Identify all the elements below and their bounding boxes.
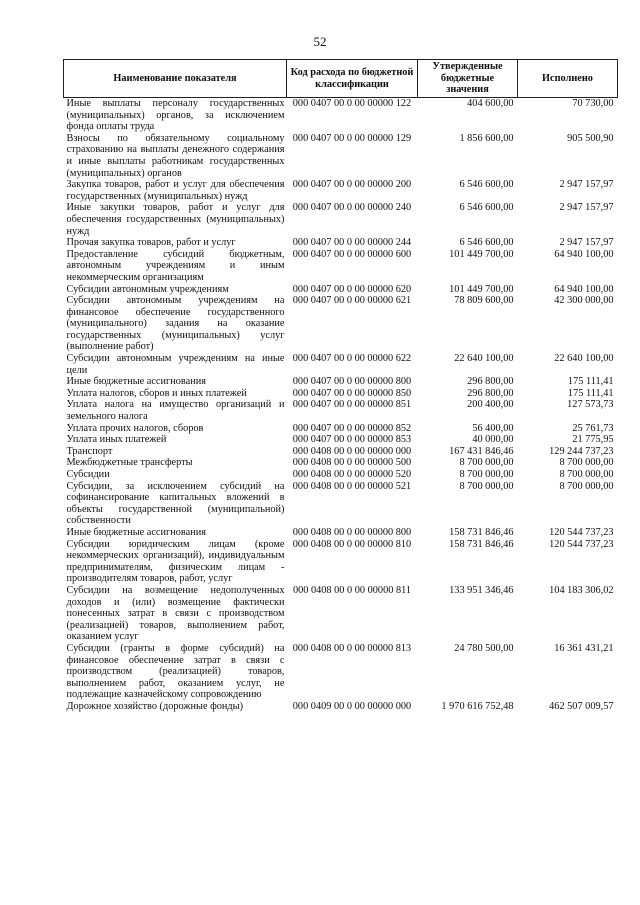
row-indicator-name: Субсидии на возмещение недополученных доходов и (или) возмещение фактически понесенных затрат в связи с производством (реализацией) товаров, выполнением работ, оказанием услуг bbox=[66, 584, 285, 643]
row-expense-code: 000 0408 00 0 00 00000 811 bbox=[292, 584, 412, 596]
table-row bbox=[64, 446, 618, 458]
row-approved-value: 22 640 100,00 bbox=[454, 353, 514, 365]
row-executed-value: 120 544 737,23 bbox=[549, 538, 614, 550]
row-executed-value: 120 544 737,23 bbox=[549, 526, 614, 538]
row-executed-value: 2 947 157,97 bbox=[559, 237, 614, 249]
row-executed-value: 16 361 431,21 bbox=[554, 642, 614, 654]
row-indicator-name: Уплата прочих налогов, сборов bbox=[66, 422, 204, 434]
row-approved-value: 101 449 700,00 bbox=[449, 283, 514, 295]
row-indicator-name: Иные бюджетные ассигнования bbox=[66, 376, 206, 388]
table-row bbox=[64, 457, 618, 469]
row-indicator-name: Предоставление субсидий бюджетным, автономным учреждениям и иным некоммерческим организациям bbox=[66, 248, 285, 283]
table-row bbox=[64, 179, 618, 202]
row-expense-code: 000 0408 00 0 00 00000 813 bbox=[292, 642, 412, 654]
table-row bbox=[64, 237, 618, 249]
row-expense-code: 000 0409 00 0 00 00000 000 bbox=[292, 700, 412, 712]
row-approved-value: 78 809 600,00 bbox=[454, 295, 514, 307]
row-expense-code: 000 0407 00 0 00 00000 850 bbox=[292, 387, 412, 399]
table-body bbox=[64, 98, 618, 713]
row-executed-value: 21 775,95 bbox=[572, 434, 614, 446]
table-row bbox=[64, 353, 618, 376]
row-expense-code: 000 0407 00 0 00 00000 129 bbox=[292, 132, 412, 144]
table-row bbox=[64, 295, 618, 353]
row-executed-value: 127 573,73 bbox=[567, 399, 614, 411]
row-expense-code: 000 0407 00 0 00 00000 621 bbox=[292, 295, 412, 307]
row-expense-code: 000 0407 00 0 00 00000 240 bbox=[292, 202, 412, 214]
table-row bbox=[64, 133, 618, 179]
row-approved-value: 404 600,00 bbox=[467, 98, 514, 109]
row-indicator-name: Субсидии автономным учреждениям на финансовое обеспечение государственного (муниципального) задания на оказание государственных (муниципальных) услуг (выполнение работ) bbox=[66, 295, 285, 353]
row-expense-code: 000 0407 00 0 00 00000 122 bbox=[292, 98, 412, 109]
row-expense-code: 000 0407 00 0 00 00000 600 bbox=[292, 248, 412, 260]
row-executed-value: 64 940 100,00 bbox=[554, 248, 614, 260]
table-row bbox=[64, 399, 618, 422]
row-expense-code: 000 0408 00 0 00 00000 000 bbox=[292, 445, 412, 457]
row-expense-code: 000 0407 00 0 00 00000 244 bbox=[292, 237, 412, 249]
table-row bbox=[64, 388, 618, 400]
row-indicator-name: Дорожное хозяйство (дорожные фонды) bbox=[66, 700, 244, 712]
row-executed-value: 70 730,00 bbox=[572, 98, 614, 109]
table-row bbox=[64, 539, 618, 585]
row-executed-value: 64 940 100,00 bbox=[554, 283, 614, 295]
row-executed-value: 42 300 000,00 bbox=[554, 295, 614, 307]
page-number: 52 bbox=[313, 34, 327, 49]
header-indicator-name: Наименование показателя bbox=[64, 60, 287, 98]
row-approved-value: 6 546 600,00 bbox=[459, 179, 514, 191]
row-indicator-name: Иные бюджетные ассигнования bbox=[66, 526, 206, 538]
row-executed-value: 104 183 306,02 bbox=[549, 584, 614, 596]
row-approved-value: 40 000,00 bbox=[472, 434, 514, 446]
row-indicator-name: Транспорт bbox=[66, 445, 113, 457]
row-approved-value: 8 700 000,00 bbox=[459, 457, 514, 469]
row-approved-value: 296 800,00 bbox=[467, 376, 514, 388]
row-expense-code: 000 0408 00 0 00 00000 521 bbox=[292, 480, 412, 492]
budget-execution-table bbox=[63, 59, 618, 712]
row-indicator-name: Субсидии bbox=[66, 469, 110, 480]
row-approved-value: 6 546 600,00 bbox=[459, 202, 514, 214]
header-expense-code: Код расхода по бюджетной классификации bbox=[287, 60, 418, 98]
row-indicator-name: Субсидии автономным учреждениям на иные цели bbox=[66, 353, 285, 376]
table-header-row bbox=[64, 60, 618, 98]
table-row bbox=[64, 469, 618, 481]
row-indicator-name: Иные выплаты персоналу государственных (муниципальных) органов, за исключением фонда оплаты труда bbox=[66, 98, 285, 133]
row-approved-value: 158 731 846,46 bbox=[449, 526, 514, 538]
row-expense-code: 000 0407 00 0 00 00000 200 bbox=[292, 179, 412, 191]
table-row bbox=[64, 527, 618, 539]
table-row bbox=[64, 481, 618, 527]
row-executed-value: 175 111,41 bbox=[567, 376, 614, 388]
table-row bbox=[64, 423, 618, 435]
row-indicator-name: Межбюджетные трансферты bbox=[66, 457, 193, 469]
table-row bbox=[64, 202, 618, 237]
row-expense-code: 000 0408 00 0 00 00000 800 bbox=[292, 526, 412, 538]
row-approved-value: 8 700 000,00 bbox=[459, 469, 514, 480]
table-row bbox=[64, 434, 618, 446]
row-indicator-name: Субсидии, за исключением субсидий на софинансирование капитальных вложений в объекты государственной (муниципальной) собственности bbox=[66, 480, 285, 527]
row-executed-value: 905 500,90 bbox=[567, 132, 614, 144]
row-expense-code: 000 0407 00 0 00 00000 622 bbox=[292, 353, 412, 365]
header-approved-values: Утвержденные бюджетные значения bbox=[418, 60, 518, 98]
row-executed-value: 8 700 000,00 bbox=[559, 469, 614, 480]
row-indicator-name: Субсидии (гранты в форме субсидий) на финансовое обеспечение затрат в связи с производством (реализацией) товаров, выполнением работ, оказанием услуг, не подлежащие казначейскому сопровождению bbox=[66, 642, 285, 701]
row-approved-value: 8 700 000,00 bbox=[459, 480, 514, 492]
row-indicator-name: Уплата налогов, сборов и иных платежей bbox=[66, 387, 247, 399]
row-indicator-name: Прочая закупка товаров, работ и услуг bbox=[66, 237, 236, 249]
table-row bbox=[64, 249, 618, 284]
row-approved-value: 296 800,00 bbox=[467, 387, 514, 399]
row-indicator-name: Уплата налога на имущество организаций и земельного налога bbox=[66, 399, 285, 423]
row-indicator-name: Иные закупки товаров, работ и услуг для обеспечения государственных (муниципальных) нужд bbox=[66, 202, 285, 237]
table-row bbox=[64, 643, 618, 701]
row-approved-value: 24 780 500,00 bbox=[454, 642, 514, 654]
row-approved-value: 133 951 346,46 bbox=[449, 584, 514, 596]
row-approved-value: 158 731 846,46 bbox=[449, 538, 514, 550]
row-executed-value: 2 947 157,97 bbox=[559, 179, 614, 191]
row-executed-value: 25 761,73 bbox=[572, 422, 614, 434]
row-expense-code: 000 0408 00 0 00 00000 520 bbox=[292, 469, 412, 480]
row-expense-code: 000 0407 00 0 00 00000 851 bbox=[292, 399, 412, 411]
table-row bbox=[64, 284, 618, 296]
row-expense-code: 000 0408 00 0 00 00000 810 bbox=[292, 538, 412, 550]
table-row bbox=[64, 98, 618, 133]
row-expense-code: 000 0407 00 0 00 00000 620 bbox=[292, 283, 412, 295]
row-executed-value: 8 700 000,00 bbox=[559, 480, 614, 492]
row-approved-value: 200 400,00 bbox=[467, 399, 514, 411]
row-approved-value: 167 431 846,46 bbox=[449, 445, 514, 457]
row-approved-value: 1 970 616 752,48 bbox=[441, 700, 514, 712]
row-expense-code: 000 0407 00 0 00 00000 853 bbox=[292, 434, 412, 446]
row-approved-value: 101 449 700,00 bbox=[449, 248, 514, 260]
table-row bbox=[64, 585, 618, 643]
row-indicator-name: Субсидии юридическим лицам (кроме некоммерческих организаций), индивидуальным предпринимателям, физическим лицам - производителям товаров, работ, услуг bbox=[66, 538, 285, 585]
row-approved-value: 56 400,00 bbox=[472, 422, 514, 434]
row-executed-value: 22 640 100,00 bbox=[554, 353, 614, 365]
row-expense-code: 000 0407 00 0 00 00000 852 bbox=[292, 422, 412, 434]
row-expense-code: 000 0408 00 0 00 00000 500 bbox=[292, 457, 412, 469]
row-indicator-name: Взносы по обязательному социальному страхованию на выплаты денежного содержания и иные выплаты работникам государственных (муниципальных) органов bbox=[66, 132, 285, 179]
row-executed-value: 8 700 000,00 bbox=[559, 457, 614, 469]
row-indicator-name: Закупка товаров, работ и услуг для обеспечения государственных (муниципальных) нужд bbox=[66, 179, 285, 202]
row-expense-code: 000 0407 00 0 00 00000 800 bbox=[292, 376, 412, 388]
row-approved-value: 1 856 600,00 bbox=[459, 132, 514, 144]
row-executed-value: 462 507 009,57 bbox=[549, 700, 614, 712]
row-executed-value: 129 244 737,23 bbox=[549, 445, 614, 457]
row-indicator-name: Уплата иных платежей bbox=[66, 434, 167, 446]
row-executed-value: 175 111,41 bbox=[567, 387, 614, 399]
row-indicator-name: Субсидии автономным учреждениям bbox=[66, 283, 229, 295]
row-approved-value: 6 546 600,00 bbox=[459, 237, 514, 249]
table-row bbox=[64, 701, 618, 713]
row-executed-value: 2 947 157,97 bbox=[559, 202, 614, 214]
table-row bbox=[64, 376, 618, 388]
header-executed: Исполнено bbox=[518, 60, 618, 98]
